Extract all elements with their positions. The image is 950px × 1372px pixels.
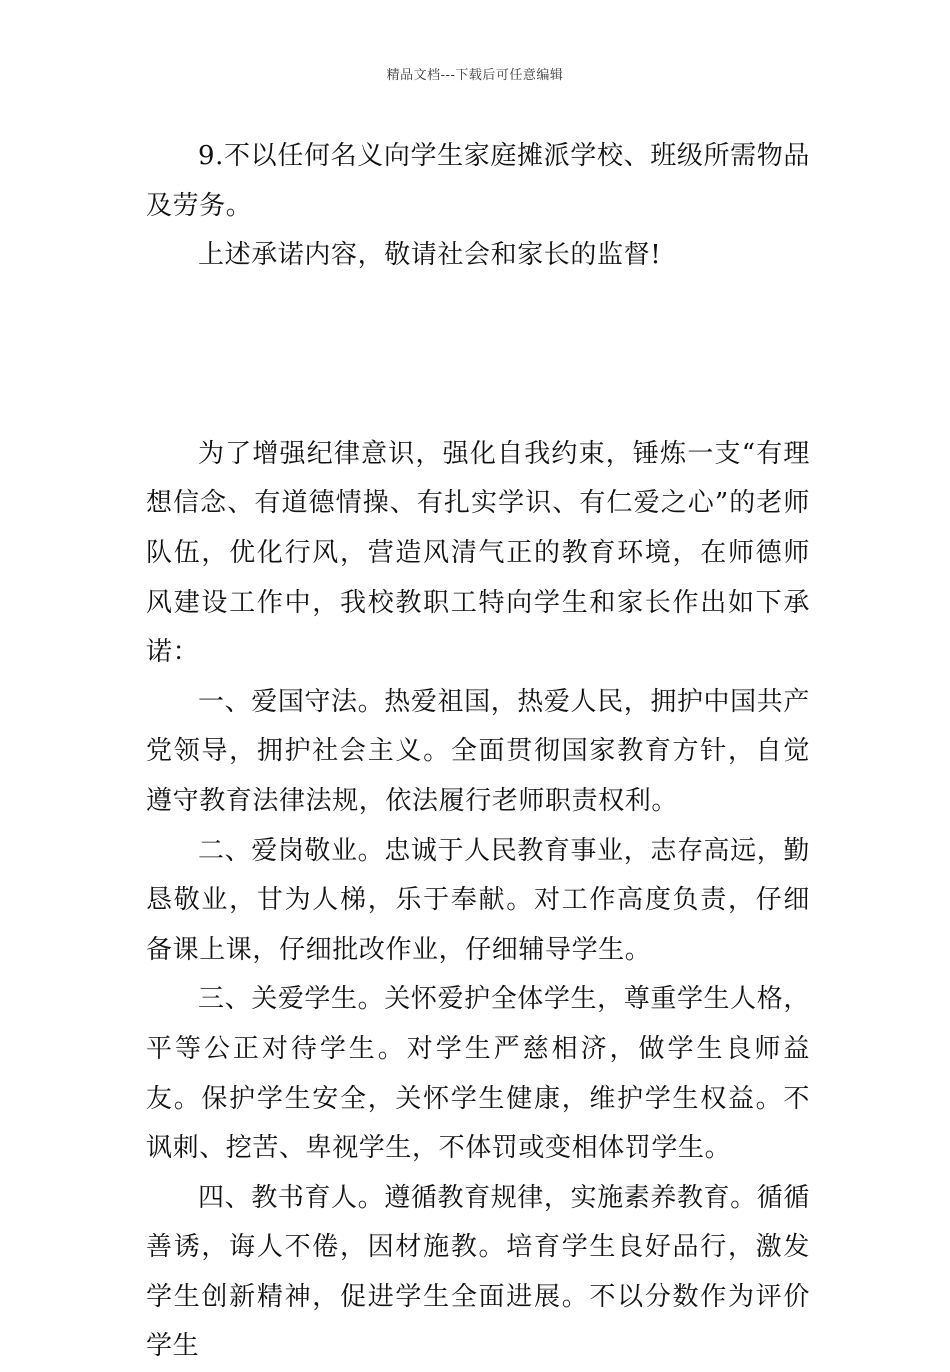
paragraph-pledge-2: 二、爱岗敬业。忠诚于人民教育事业，志存高远，勤恳敬业，甘为人梯，乐于奉献。对工作高度负责，仔细备课上课，仔细批改作业，仔细辅导学生。 (146, 835, 810, 965)
paragraph-closing: 上述承诺内容，敬请社会和家长的监督! (198, 240, 662, 271)
paragraph-pledge-3: 三、关爱学生。关怀爱护全体学生，尊重学生人格，平等公正对待学生。对学生严慈相济，做学生良师益友。保护学生安全，关怀学生健康，维护学生权益。不讽刺、挖苦、卑视学生，不体罚或变相体罚学生。 (146, 984, 810, 1164)
paragraph-intro: 为了增强纪律意识，强化自我约束，锤炼一支“有理想信念、有道德情操、有扎实学识、有仁爱之心”的老师队伍，优化行风，营造风清气正的教育环境，在师德师风建设工作中，我校教职工特向学生和家长作出如下承诺： (146, 438, 810, 668)
paragraph-item-9: 9.不以任何名义向学生家庭摊派学校、班级所需物品及劳务。 (146, 141, 810, 221)
document-body (146, 132, 810, 1372)
section-gap (146, 281, 810, 430)
paragraph-pledge-1: 一、爱国守法。热爱祖国，热爱人民，拥护中国共产党领导，拥护社会主义。全面贯彻国家教育方针，自觉遵守教育法律法规，依法履行老师职责权利。 (146, 686, 810, 816)
paragraph-pledge-4: 四、教书育人。遵循教育规律，实施素养教育。循循善诱，诲人不倦，因材施教。培育学生良好品行，激发学生创新精神，促进学生全面进展。不以分数作为评价学生 (146, 1182, 810, 1362)
page-header: 精品文档---下载后可任意编辑 (386, 68, 564, 83)
